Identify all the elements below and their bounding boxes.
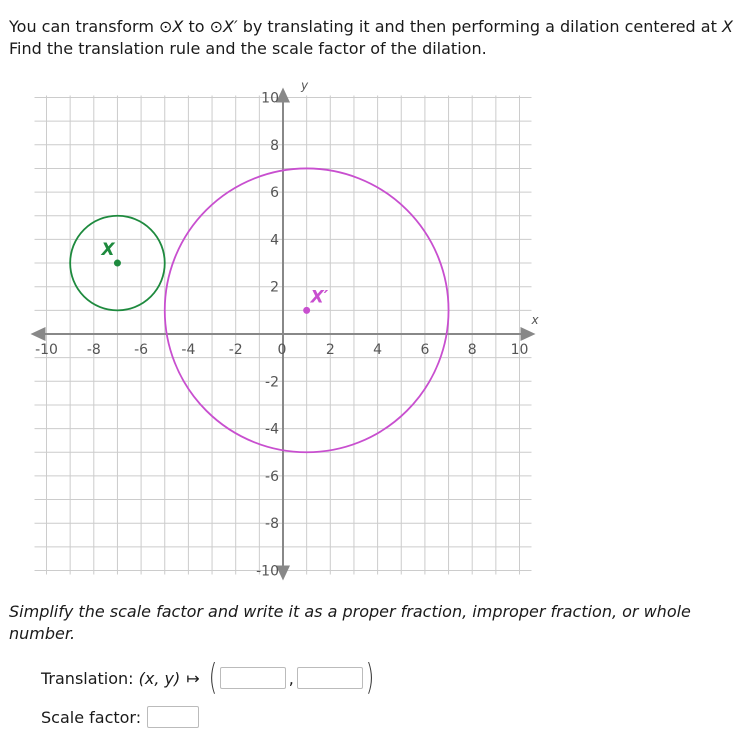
translation-label: Translation: — [41, 668, 139, 688]
question-prompt — [9, 16, 740, 60]
x-tick-label: 2 — [325, 342, 335, 358]
maps-to-arrow-icon: ↦ — [186, 668, 200, 688]
close-paren: ) — [365, 657, 375, 698]
y-axis-label: y — [301, 78, 309, 93]
y-tick-label: -2 — [265, 374, 279, 391]
dilation-center-x: X — [721, 17, 733, 36]
scale-factor-input[interactable] — [147, 706, 199, 728]
point-label-x-prime: X′ — [310, 287, 329, 308]
x-tick-label: 8 — [467, 342, 477, 358]
x-tick-label: 10 — [510, 342, 529, 358]
circle-symbol-icon: ⊙ — [159, 17, 173, 36]
y-tick-label: 6 — [270, 185, 279, 202]
x-tick-label: -4 — [181, 342, 196, 358]
y-tick-label: 2 — [270, 279, 279, 296]
xy-label: (x, y) — [138, 668, 181, 688]
axes — [31, 88, 536, 581]
circle-x-prime-center-point — [303, 307, 310, 314]
x-tick-label: -10 — [35, 342, 58, 358]
x-axis-label: x — [531, 313, 539, 327]
prompt-line-2: Find the translation rule and the scale factor of the dilation. — [9, 39, 487, 58]
x-tick-label: -8 — [86, 342, 101, 358]
x-axis-left-arrow-icon — [31, 327, 46, 341]
prompt-text: by translating it and then performing a dilation centered at — [237, 17, 722, 36]
point-label-x: X — [101, 240, 115, 261]
y-tick-label: -4 — [265, 421, 279, 438]
x-axis-right-arrow-icon — [521, 327, 536, 341]
prompt-text: to — [183, 17, 210, 36]
prompt-text: You can transform — [9, 17, 160, 36]
translation-y-input[interactable] — [297, 667, 363, 689]
y-tick-label: -8 — [265, 516, 279, 533]
x-tick-label: 0 — [277, 342, 287, 358]
prompt-line-1 — [9, 16, 740, 38]
translation-x-input[interactable] — [220, 667, 286, 689]
y-tick-label: 8 — [270, 137, 279, 154]
circle-name-x: X — [172, 17, 184, 36]
y-tick-label: -10 — [256, 563, 279, 580]
y-tick-label: 10 — [261, 90, 279, 107]
x-tick-label: -2 — [228, 342, 243, 358]
x-tick-label: 4 — [373, 342, 383, 358]
scale-factor-label: Scale factor: — [41, 707, 142, 727]
x-tick-label: 6 — [420, 342, 430, 358]
scale-factor-row — [41, 706, 199, 728]
circle-name-x-prime: X′ — [223, 17, 238, 36]
circle-symbol-icon: ⊙ — [209, 17, 224, 36]
y-tick-label: 4 — [270, 232, 279, 249]
comma: , — [288, 668, 294, 688]
x-tick-label: -6 — [134, 342, 149, 358]
coordinate-graph — [0, 78, 580, 588]
instructions: Simplify the scale factor and write it as a proper fraction, improper fraction, or whole number. — [9, 602, 691, 643]
circle-x-center-point — [114, 260, 121, 267]
y-tick-label: -6 — [265, 468, 279, 485]
translation-row — [41, 657, 377, 698]
open-paren: ( — [208, 657, 217, 698]
